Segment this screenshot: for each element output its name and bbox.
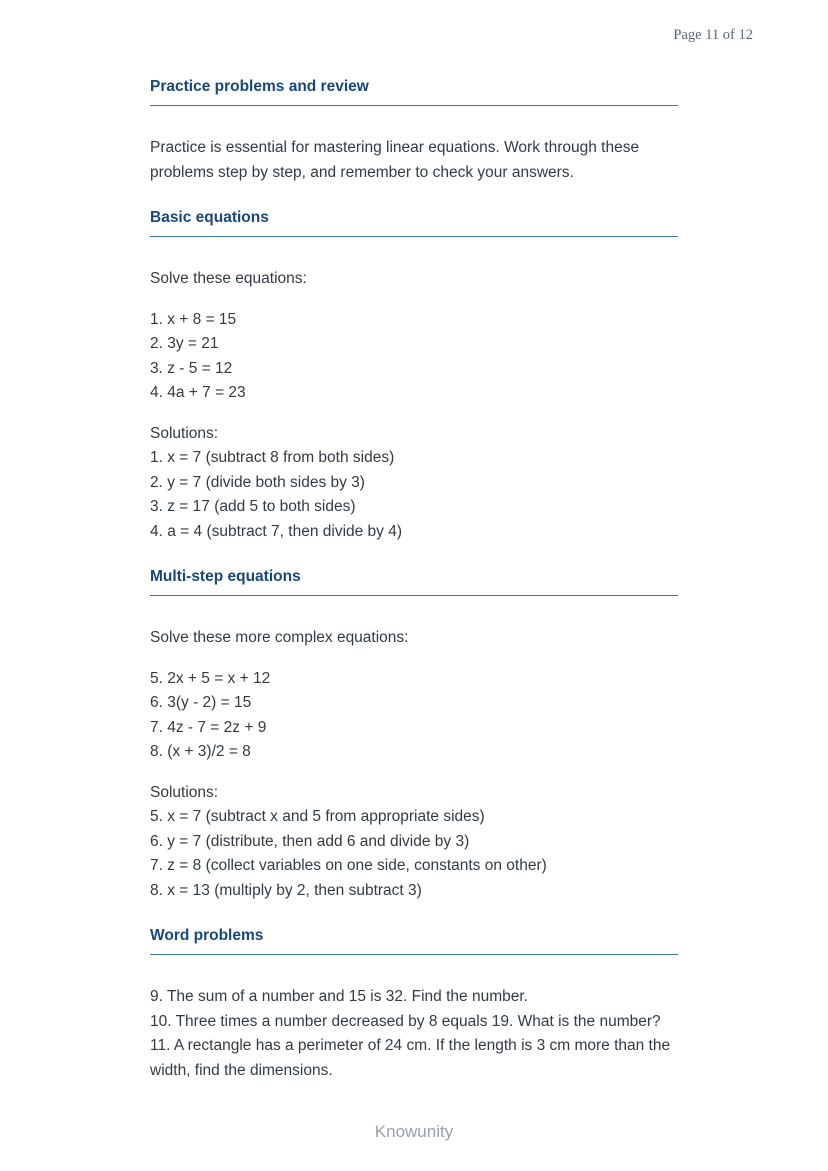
basic-problems-list — [150, 308, 678, 406]
footer-brand: Knowunity — [374, 1122, 454, 1141]
basic-equations-intro: Solve these equations: — [150, 270, 307, 287]
problem-line: 5. 2x + 5 = x + 12 — [150, 669, 271, 687]
solutions-label: Solutions: — [150, 424, 219, 442]
problem-line: 11. A rectangle has a perimeter of 24 cm. If the length is 3 cm more than the width, find the dimensions. — [150, 1037, 671, 1079]
solution-line: 1. x = 7 (subtract 8 from both sides) — [150, 449, 395, 466]
section-heading-basic-equations: Basic equations — [150, 209, 678, 237]
problem-line: 10. Three times a number decreased by 8 equals 19. What is the number? — [150, 1012, 661, 1030]
solutions-label: Solutions: — [150, 783, 219, 801]
problem-line: 7. 4z - 7 = 2z + 9 — [150, 718, 267, 736]
solution-line: 5. x = 7 (subtract x and 5 from appropriate sides) — [150, 808, 485, 825]
section-heading-practice-problems: Practice problems and review — [150, 78, 678, 106]
solution-line: 6. y = 7 (distribute, then add 6 and divide by 3) — [150, 832, 470, 850]
problem-line: 1. x + 8 = 15 — [150, 310, 237, 328]
section-heading-word-problems: Word problems — [150, 927, 678, 955]
solution-line: 3. z = 17 (add 5 to both sides) — [150, 498, 356, 515]
solution-line: 8. x = 13 (multiply by 2, then subtract 3) — [150, 881, 422, 899]
problem-line: 9. The sum of a number and 15 is 32. Find the number. — [150, 988, 528, 1005]
solution-line: 7. z = 8 (collect variables on one side, constants on other) — [150, 857, 547, 874]
problem-line: 4. 4a + 7 = 23 — [150, 384, 246, 401]
intro-paragraph: Practice is essential for mastering linear equations. Work through these problems step by step, and remember to check your answers. — [150, 139, 640, 181]
problem-line: 2. 3y = 21 — [150, 335, 219, 352]
basic-solutions-list — [150, 422, 678, 545]
page-number: Page 11 of 12 — [673, 27, 753, 43]
multi-step-problems-list — [150, 667, 678, 765]
section-heading-multi-step-equations: Multi-step equations — [150, 568, 678, 596]
multi-step-solutions-list — [150, 781, 678, 904]
problem-line: 3. z - 5 = 12 — [150, 359, 233, 377]
word-problems-list — [150, 985, 678, 1083]
document-content — [150, 78, 678, 1083]
solution-line: 2. y = 7 (divide both sides by 3) — [150, 473, 365, 491]
multi-step-intro: Solve these more complex equations: — [150, 629, 409, 646]
problem-line: 6. 3(y - 2) = 15 — [150, 694, 252, 711]
problem-line: 8. (x + 3)/2 = 8 — [150, 743, 251, 760]
solution-line: 4. a = 4 (subtract 7, then divide by 4) — [150, 522, 403, 540]
